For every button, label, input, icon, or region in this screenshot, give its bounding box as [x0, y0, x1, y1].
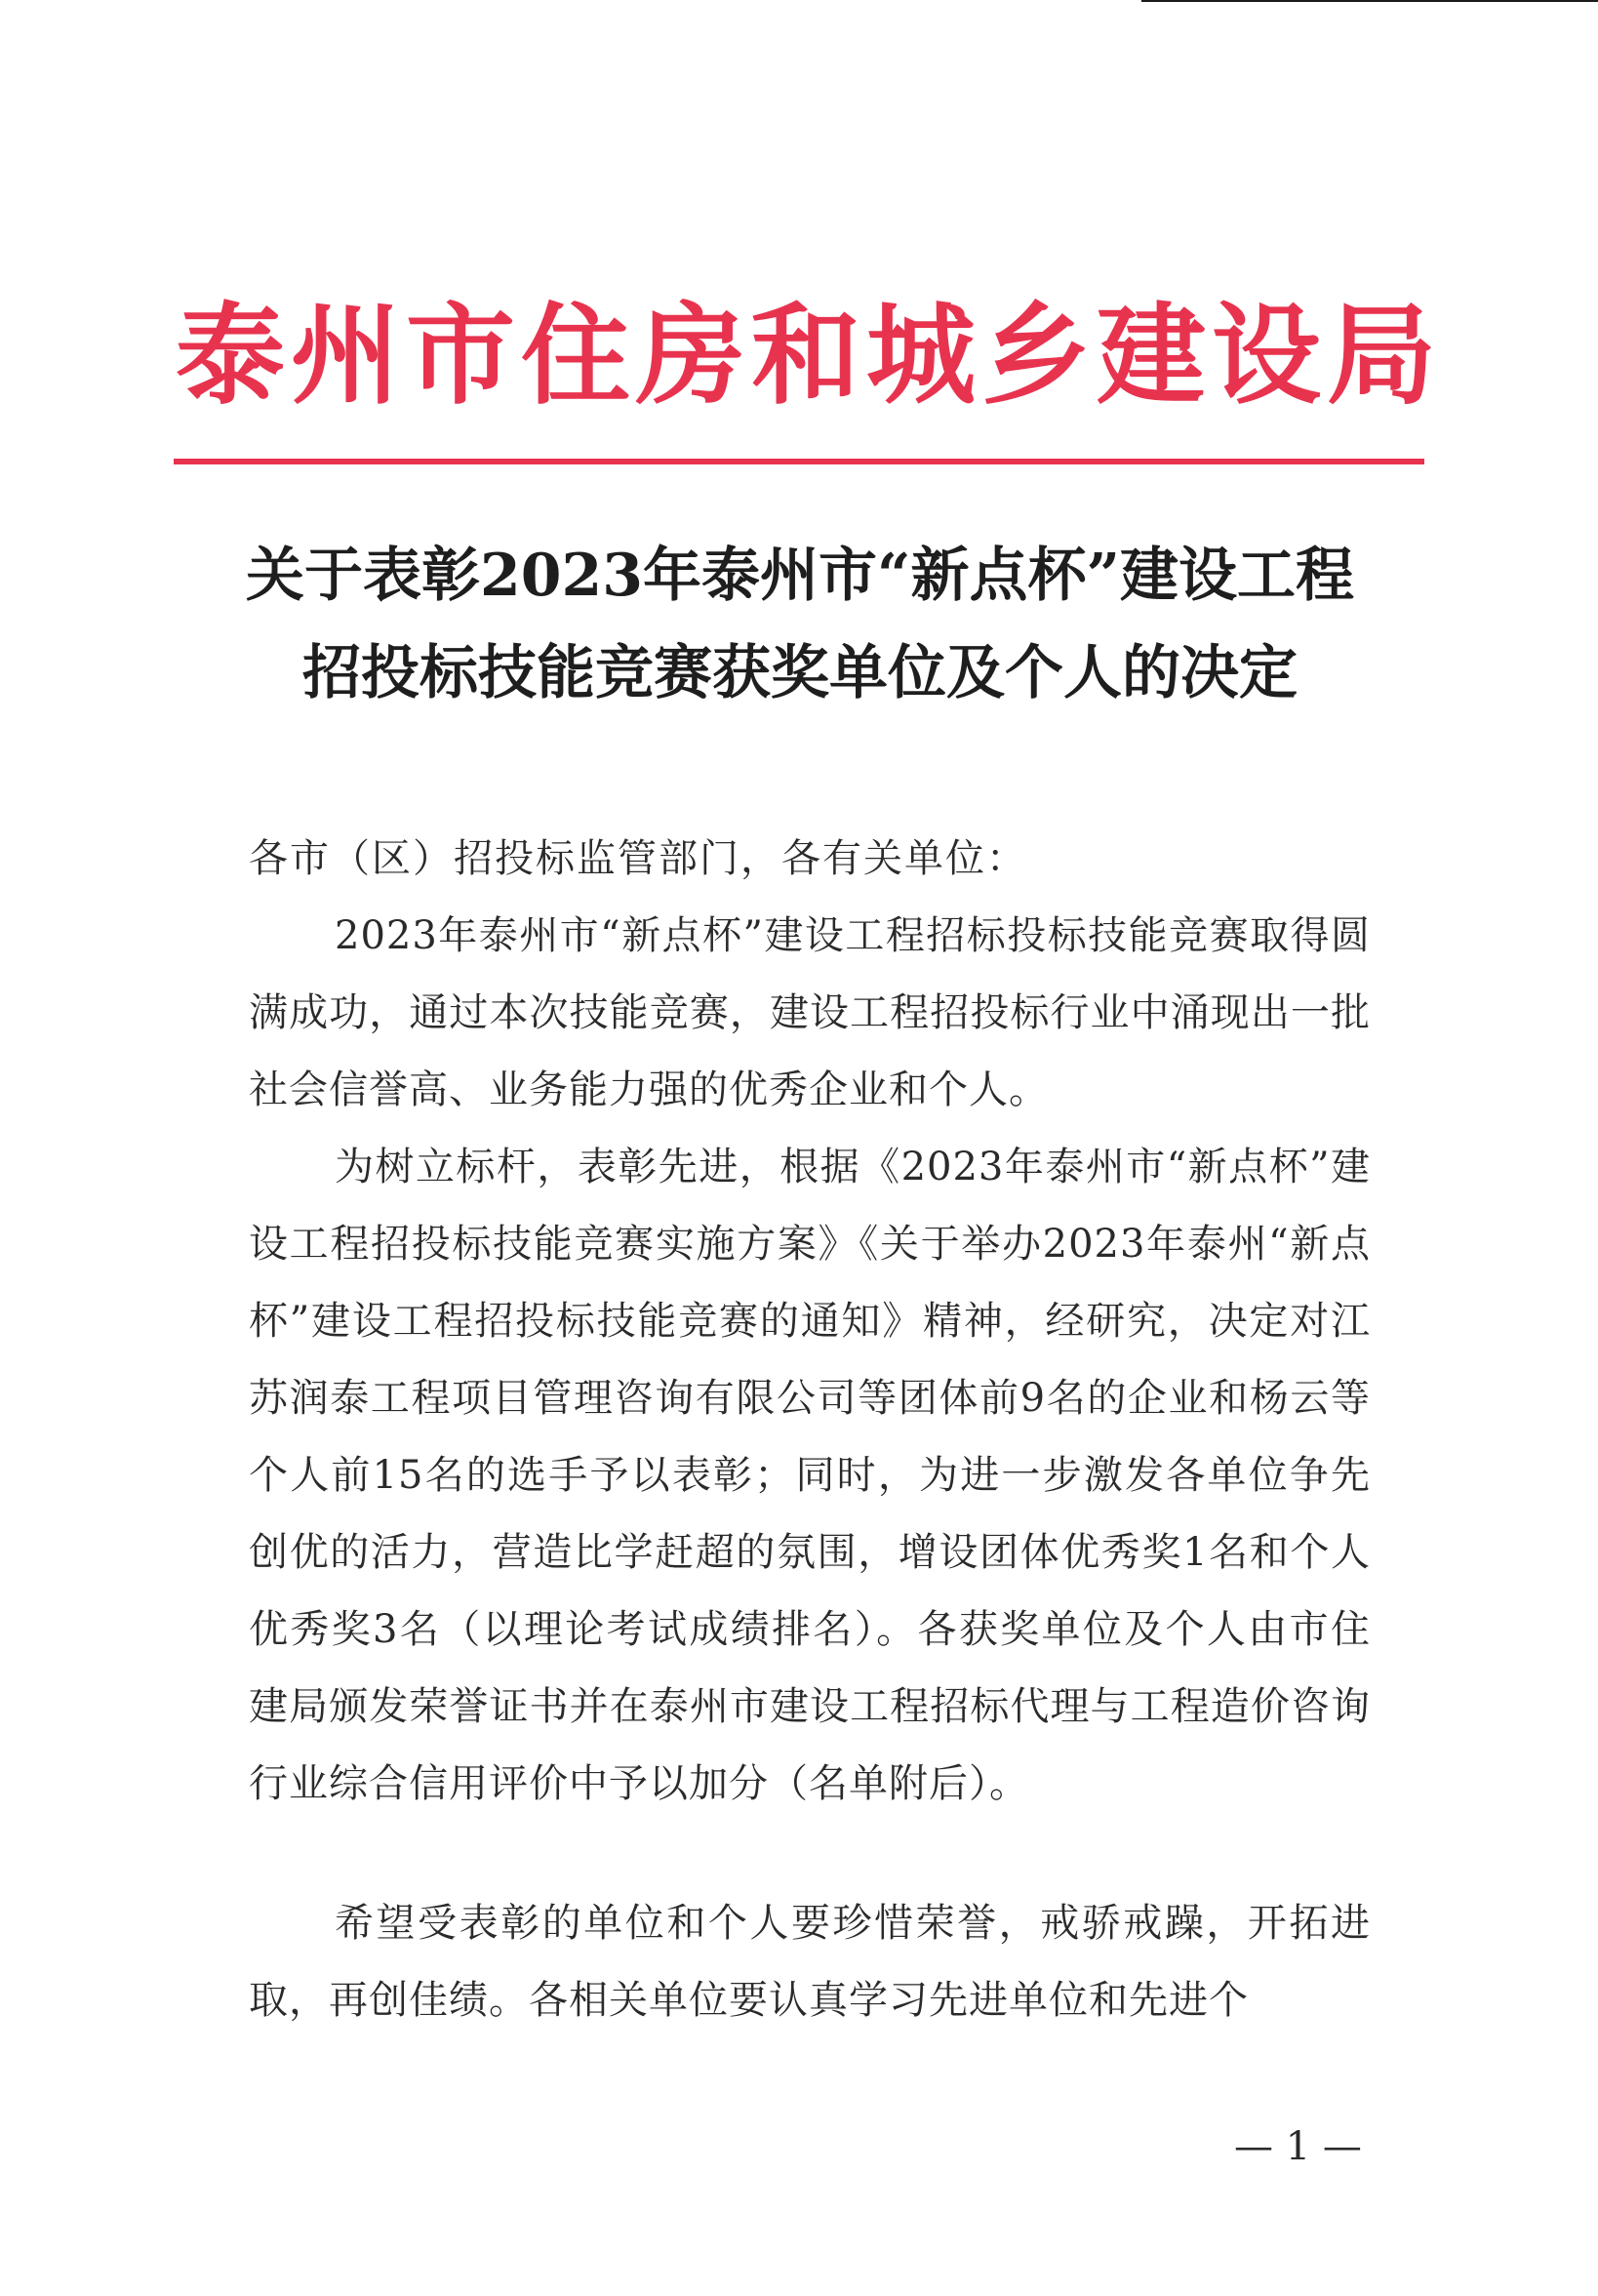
- body-paragraph-1: [249, 898, 1371, 1129]
- document-title-line-2: 招投标技能竞赛获奖单位及个人的决定: [302, 639, 1298, 707]
- salutation: 各市（区）招投标监管部门，各有关单位：: [249, 836, 1027, 881]
- page-number: — 1 —: [1234, 2124, 1362, 2169]
- agency-letterhead: 泰州市住房和城乡建设局: [176, 292, 1442, 420]
- letterhead-divider: [174, 459, 1424, 464]
- paragraph-text: 2023年泰州市“新点杯”建设工程招标投标技能竞赛取得圆满成功，通过本次技能竞赛，建设工程招投标行业中涌现出一批社会信誉高、业务能力强的优秀企业和个人。: [249, 913, 1371, 1112]
- scan-edge-line: [1141, 0, 1598, 2]
- paragraph-text: 希望受表彰的单位和个人要珍惜荣誉，戒骄戒躁，开拓进取，再创佳绩。各相关单位要认真学习先进单位和先进个: [249, 1901, 1371, 2023]
- body-paragraph-3: [249, 1885, 1371, 2039]
- paragraph-text: 为树立标杆，表彰先进，根据《2023年泰州市“新点杯”建设工程招投标技能竞赛实施方案》《关于举办2023年泰州“新点杯”建设工程招投标技能竞赛的通知》精神，经研究，决定对江苏润泰工程项目管理咨询有限公司等团体前9名的企业和杨云等个人前15名的选手予以表彰；同时，为进一步激发各单位争先创优的活力，营造比学赶超的氛围，增设团体优秀奖1名和个人优秀奖3名（以理论考试成绩排名）。各获奖单位及个人由市住建局颁发荣誉证书并在泰州市建设工程招标代理与工程造价咨询行业综合信用评价中予以加分（名单附后）。: [249, 1145, 1371, 1806]
- document-title-line-1: 关于表彰2023年泰州市“新点杯”建设工程: [245, 542, 1354, 610]
- body-paragraph-2: [249, 1129, 1371, 1823]
